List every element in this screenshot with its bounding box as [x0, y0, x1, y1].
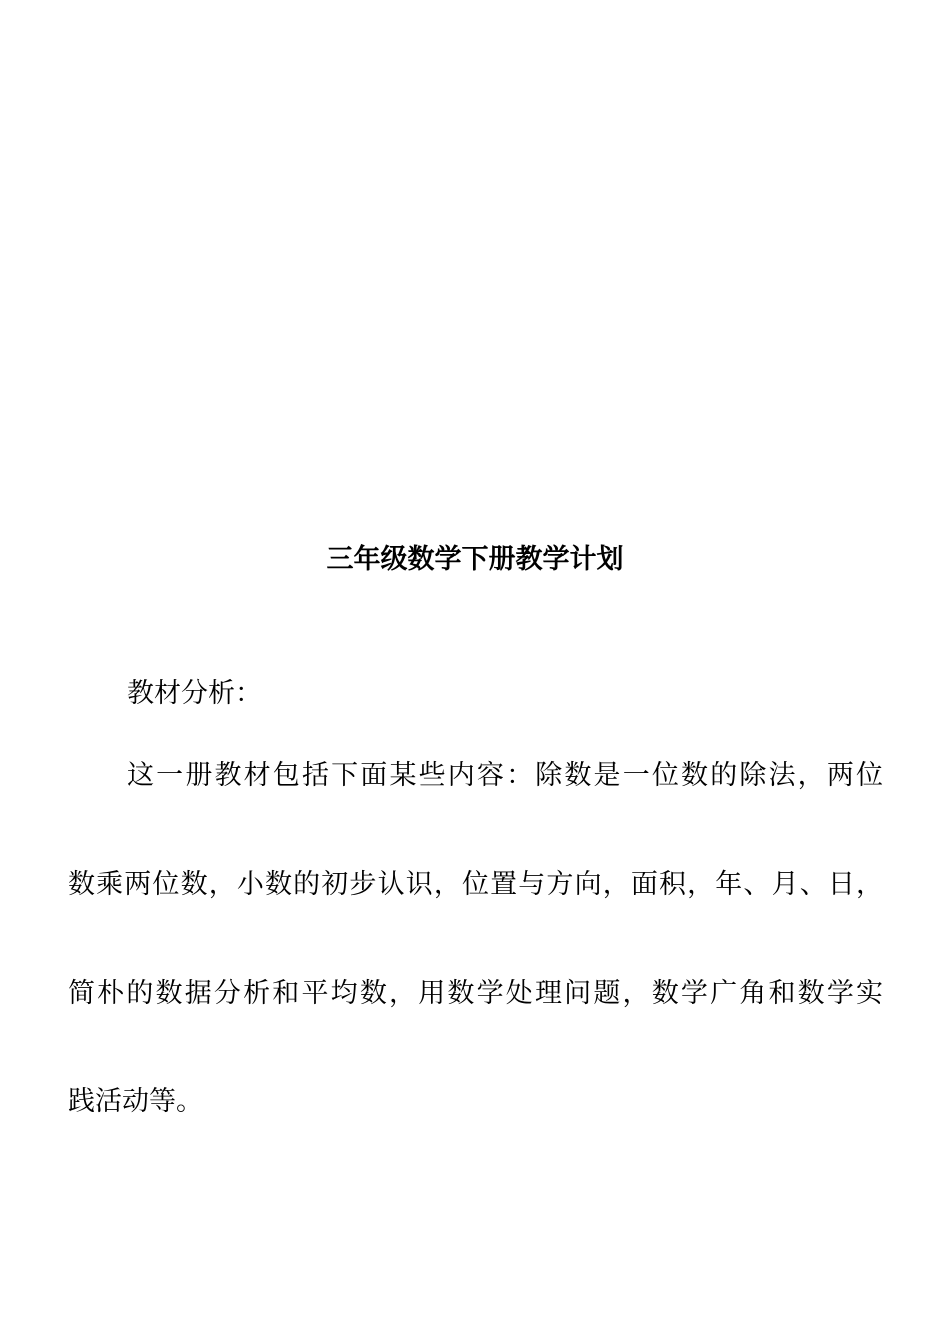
paragraph-line-1: 这一册教材包括下面某些内容：除数是一位数的除法，两位 — [127, 760, 883, 791]
paragraph-line-4: 践活动等。 — [68, 1086, 203, 1117]
document-title: 三年级数学下册教学计划 — [326, 544, 624, 575]
paragraph-line-2: 数乘两位数，小数的初步认识，位置与方向，面积，年、月、日， — [68, 869, 883, 900]
section-heading: 教材分析： — [127, 678, 262, 709]
paragraph-line-3: 简朴的数据分析和平均数，用数学处理问题，数学广角和数学实 — [68, 978, 883, 1009]
